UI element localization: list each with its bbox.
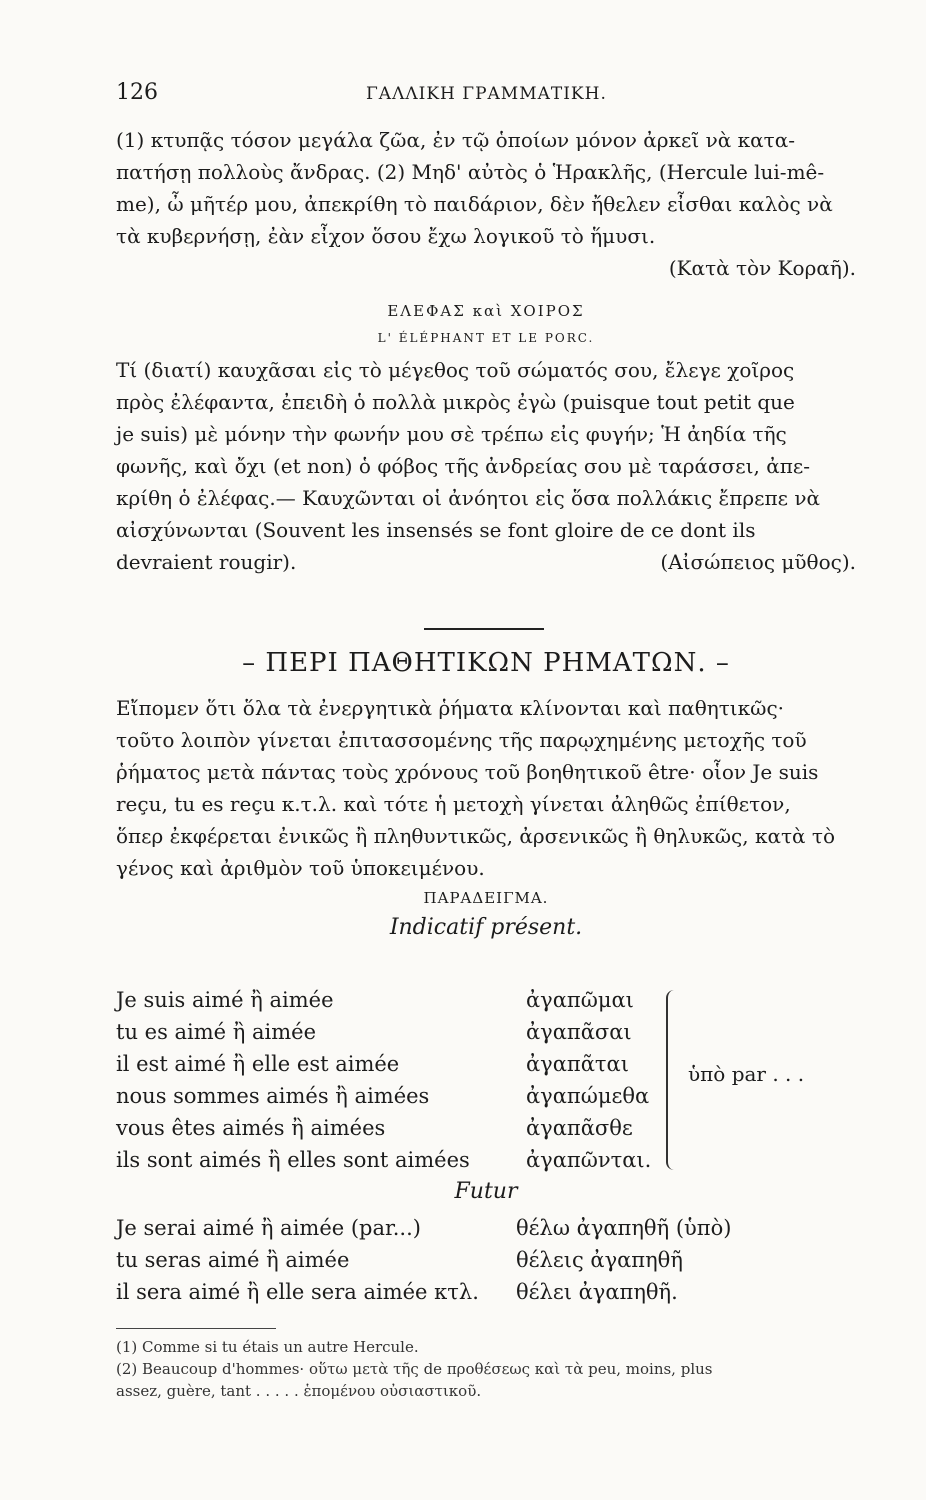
future-tense-title: Futur bbox=[454, 1179, 518, 1204]
french-form: vous êtes aimés ἢ aimées bbox=[116, 1116, 386, 1140]
text-line: φωνῆς, καὶ ὄχι (et non) ὁ φόβος τῆς ἀνδρείας σου μὲ ταράσσει, ἀπε- bbox=[116, 454, 810, 478]
french-form: ils sont aimés ἢ elles sont aimées bbox=[116, 1148, 470, 1172]
conjugation-row bbox=[116, 1212, 732, 1244]
text-line: ῥήματος μετὰ πάντας τοὺς χρόνους τοῦ βοηθητικοῦ être· οἷον Je suis bbox=[116, 760, 819, 784]
text-line: je suis) μὲ μόνην τὴν φωνήν μου σὲ τρέπω εἰς φυγήν; Ἡ ἀηδία τῆς bbox=[116, 422, 787, 446]
french-form: il sera aimé ἢ elle sera aimée κτλ. bbox=[116, 1280, 479, 1304]
conjugation-row bbox=[116, 1016, 676, 1048]
footnotes bbox=[116, 1336, 856, 1402]
intro-paragraph bbox=[116, 124, 856, 284]
text-line-with-attribution bbox=[116, 546, 856, 578]
conjugation-row bbox=[116, 1112, 676, 1144]
fable-paragraph bbox=[116, 354, 856, 578]
footnote: (2) Beaucoup d'hommes· οὕτω μετὰ τῆς de προθέσεως καὶ τὰ peu, moins, plus bbox=[116, 1360, 713, 1378]
text-line: τοῦτο λοιπὸν γίνεται ἐπιτασσομένης τῆς παρῳχημένης μετοχῆς τοῦ bbox=[116, 728, 807, 752]
text-line: (1) κτυπᾷς τόσον μεγάλα ζῶα, ἐν τῷ ὁποίων μόνον ἀρκεῖ νὰ κατα- bbox=[116, 128, 795, 152]
french-form: il est aimé ἢ elle est aimée bbox=[116, 1052, 400, 1076]
text-line: κρίθη ὁ ἐλέφας.— Καυχῶνται οἱ ἀνόητοι εἰς ὅσα πολλάκις ἔπρεπε νὰ bbox=[116, 486, 821, 510]
greek-form: ἀγαπῶμαι bbox=[526, 988, 634, 1012]
conjugation-row bbox=[116, 984, 676, 1016]
text-line: devraient rougir). bbox=[116, 550, 297, 574]
greek-form: ἀγαπᾶσθε bbox=[526, 1116, 633, 1140]
greek-form: ἀγαπᾶται bbox=[526, 1052, 629, 1076]
french-form: nous sommes aimés ἢ aimées bbox=[116, 1084, 430, 1108]
greek-form: θέλει ἀγαπηθῆ. bbox=[516, 1280, 678, 1304]
section-title: – ΠΕΡΙ ΠΑΘΗΤΙΚΩΝ ΡΗΜΑΤΩΝ. – bbox=[242, 648, 730, 678]
french-form: Je suis aimé ἢ aimée bbox=[116, 988, 334, 1012]
fable-heading bbox=[116, 296, 856, 350]
greek-form: ἀγαπώμεθα bbox=[526, 1084, 650, 1108]
present-conjugation bbox=[116, 984, 676, 1176]
greek-form: θέλω ἀγαπηθῆ (ὑπὸ) bbox=[516, 1216, 732, 1240]
page-number: 126 bbox=[116, 80, 158, 105]
fable-attribution: (Αἰσώπειος μῦθος). bbox=[660, 550, 856, 574]
greek-form: ἀγαπῶνται. bbox=[526, 1148, 652, 1172]
conjugation-row bbox=[116, 1080, 676, 1112]
section-paragraph bbox=[116, 692, 856, 884]
french-form: tu es aimé ἢ aimée bbox=[116, 1020, 317, 1044]
future-conjugation bbox=[116, 1212, 732, 1308]
text-line: reçu, tu es reçu κ.τ.λ. καὶ τότε ἡ μετοχὴ γίνεται ἀληθῶς ἐπίθετον, bbox=[116, 792, 791, 816]
french-form: Je serai aimé ἢ aimée (par...) bbox=[116, 1216, 421, 1240]
greek-form: ἀγαπᾶσαι bbox=[526, 1020, 632, 1044]
text-line: Εἴπομεν ὅτι ὅλα τὰ ἐνεργητικὰ ῥήματα κλίνονται καὶ παθητικῶς· bbox=[116, 696, 784, 720]
text-line: πατήσῃ πολλοὺς ἄνδρας. (2) Μηδ' αὐτὸς ὁ Ἡρακλῆς, (Hercule lui-mê- bbox=[116, 160, 825, 184]
section-divider bbox=[424, 628, 544, 630]
text-line: αἰσχύνωνται (Souvent les insensés se font gloire de ce dont ils bbox=[116, 518, 756, 542]
footnote-divider bbox=[116, 1328, 276, 1329]
page-header bbox=[116, 80, 856, 110]
footnote: assez, guère, tant . . . . . ἑπομένου οὐσιαστικοῦ. bbox=[116, 1382, 482, 1400]
conjugation-row bbox=[116, 1244, 716, 1276]
text-line: τὰ κυβερνήσῃ, ἐὰν εἶχον ὅσου ἔχω λογικοῦ τὸ ἥμυσι. bbox=[116, 224, 656, 248]
fable-title-greek: ΕΛΕΦΑΣ καὶ ΧΟΙΡΟΣ bbox=[387, 302, 585, 320]
intro-attribution: (Κατὰ τὸν Κοραῆ). bbox=[668, 256, 856, 280]
greek-form: θέλεις ἀγαπηθῆ bbox=[516, 1248, 683, 1272]
running-head: ΓΑΛΛΙΚΗ ΓΡΑΜΜΑΤΙΚΗ. bbox=[366, 84, 607, 104]
conjugation-row bbox=[116, 1144, 676, 1176]
text-line: ὅπερ ἐκφέρεται ἐνικῶς ἢ πληθυντικῶς, ἀρσενικῶς ἢ θηλυκῶς, κατὰ τὸ bbox=[116, 824, 835, 848]
example-heading: ΠΑΡΑΔΕΙΓΜΑ. bbox=[423, 889, 549, 907]
agent-note: ὑπὸ par . . . bbox=[688, 1062, 805, 1086]
text-line: me), ὦ μῆτέρ μου, ἀπεκρίθη τὸ παιδάριον, δὲν ἤθελεν εἶσθαι καλὸς νὰ bbox=[116, 192, 833, 216]
grouping-brace bbox=[666, 990, 678, 1170]
text-line: Τί (διατί) καυχᾶσαι εἰς τὸ μέγεθος τοῦ σώματός σου, ἔλεγε χοῖρος bbox=[116, 358, 795, 382]
fable-title-french: L' ÉLÉPHANT ET LE PORC. bbox=[377, 331, 595, 345]
footnote: (1) Comme si tu étais un autre Hercule. bbox=[116, 1338, 419, 1356]
text-line: γένος καὶ ἀριθμὸν τοῦ ὑποκειμένου. bbox=[116, 856, 485, 880]
present-tense-title: Indicatif présent. bbox=[389, 915, 583, 940]
conjugation-row bbox=[116, 1048, 676, 1080]
french-form: tu seras aimé ἢ aimée bbox=[116, 1248, 350, 1272]
conjugation-row bbox=[116, 1276, 716, 1308]
text-line: πρὸς ἐλέφαντα, ἐπειδὴ ὁ πολλὰ μικρὸς ἐγὼ (puisque tout petit que bbox=[116, 390, 795, 414]
